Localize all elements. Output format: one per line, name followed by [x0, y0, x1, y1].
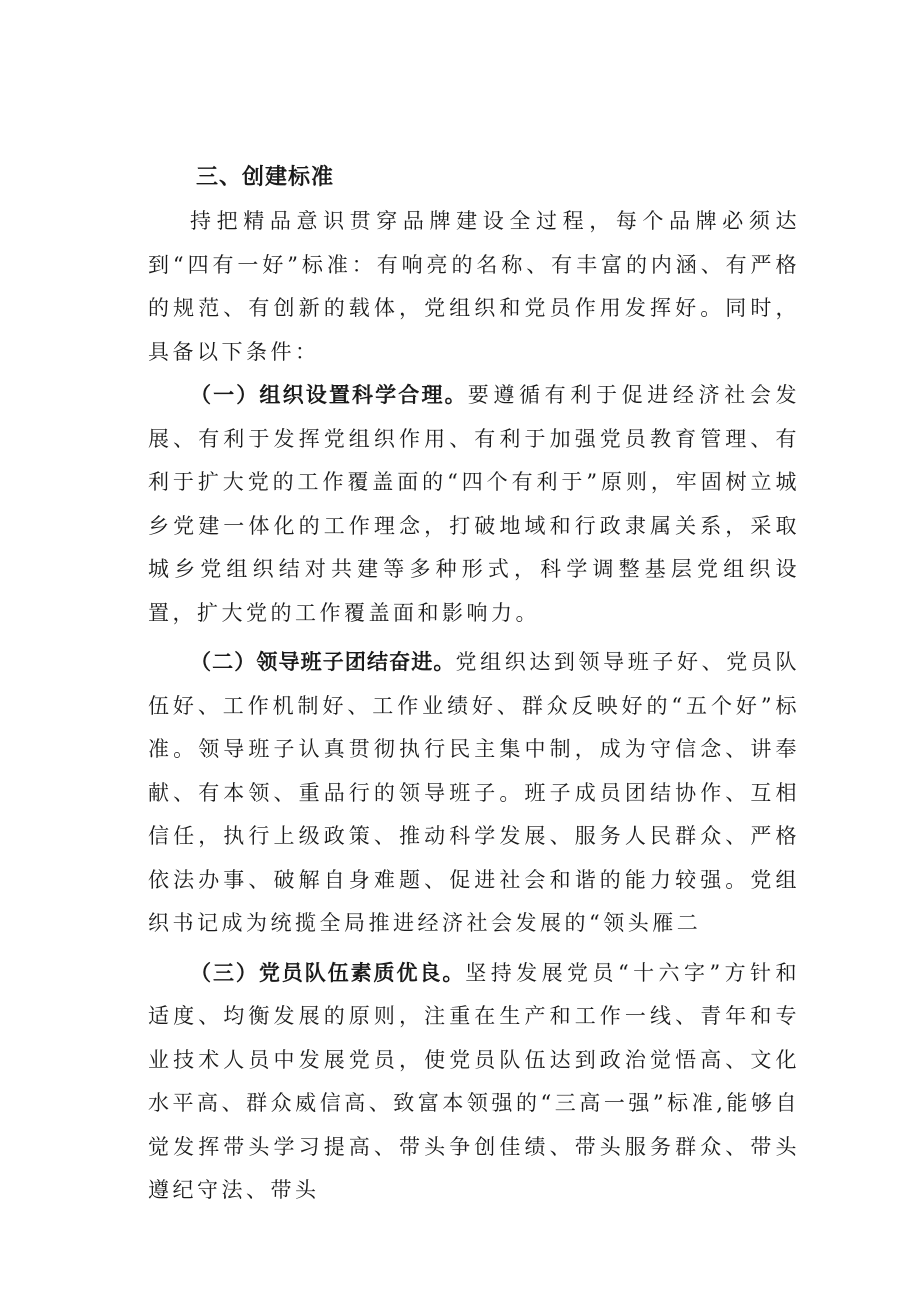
item-lead-1: （一）组织设置科学合理。 — [190, 383, 468, 407]
item-body-1: 要遵循有利于促进经济社会发展、有利于发挥党组织作用、有利于加强党员教育管理、有利于扩大党的工作覆盖面的“四个有利于”原则，牢固树立城乡党建一体化的工作理念，打破地域和行政隶属关系，采取城乡党组织结对共建等多种形式，科学调整基层党组织设置，扩大党的工作覆盖面和影响力。 — [148, 383, 800, 625]
section-heading: 三、创建标准 — [196, 165, 335, 190]
item-paragraph-3 — [148, 952, 800, 1213]
item-lead-3: （三）党员队伍素质优良。 — [190, 960, 466, 985]
item-body-3: 坚持发展党员“十六字”方针和适度、均衡发展的原则，注重在生产和工作一线、青年和专业技术人员中发展党员，使党员队伍达到政治觉悟高、文化水平高、群众威信高、致富本领强的“三高一强”标准,能够自觉发挥带头学习提高、带头争创佳绩、带头服务群众、带头遵纪守法、带头 — [148, 960, 800, 1202]
item-body-2: 党组织达到领导班子好、党员队伍好、工作机制好、工作业绩好、群众反映好的“五个好”标准。领导班子认真贯彻执行民主集中制，成为守信念、讲奉献、有本领、重品行的领导班子。班子成员团结协作、互相信任，执行上级政策、推动科学发展、服务人民群众、严格依法办事、破解自身难题、促进社会和谐的能力较强。党组织书记成为统揽全局推进经济社会发展的“领头雁二 — [148, 650, 801, 935]
intro-paragraph: 持把精品意识贯穿品牌建设全过程，每个品牌必须达到“四有一好”标准：有响亮的名称、有丰富的内涵、有严格的规范、有创新的载体，党组织和党员作用发挥好。同时，具备以下条件： — [148, 209, 800, 364]
document-page — [148, 156, 800, 1213]
item-lead-2: （二）领导班子团结奋进。 — [190, 650, 456, 674]
item-paragraph-1 — [148, 374, 800, 635]
item-paragraph-2 — [148, 641, 800, 946]
